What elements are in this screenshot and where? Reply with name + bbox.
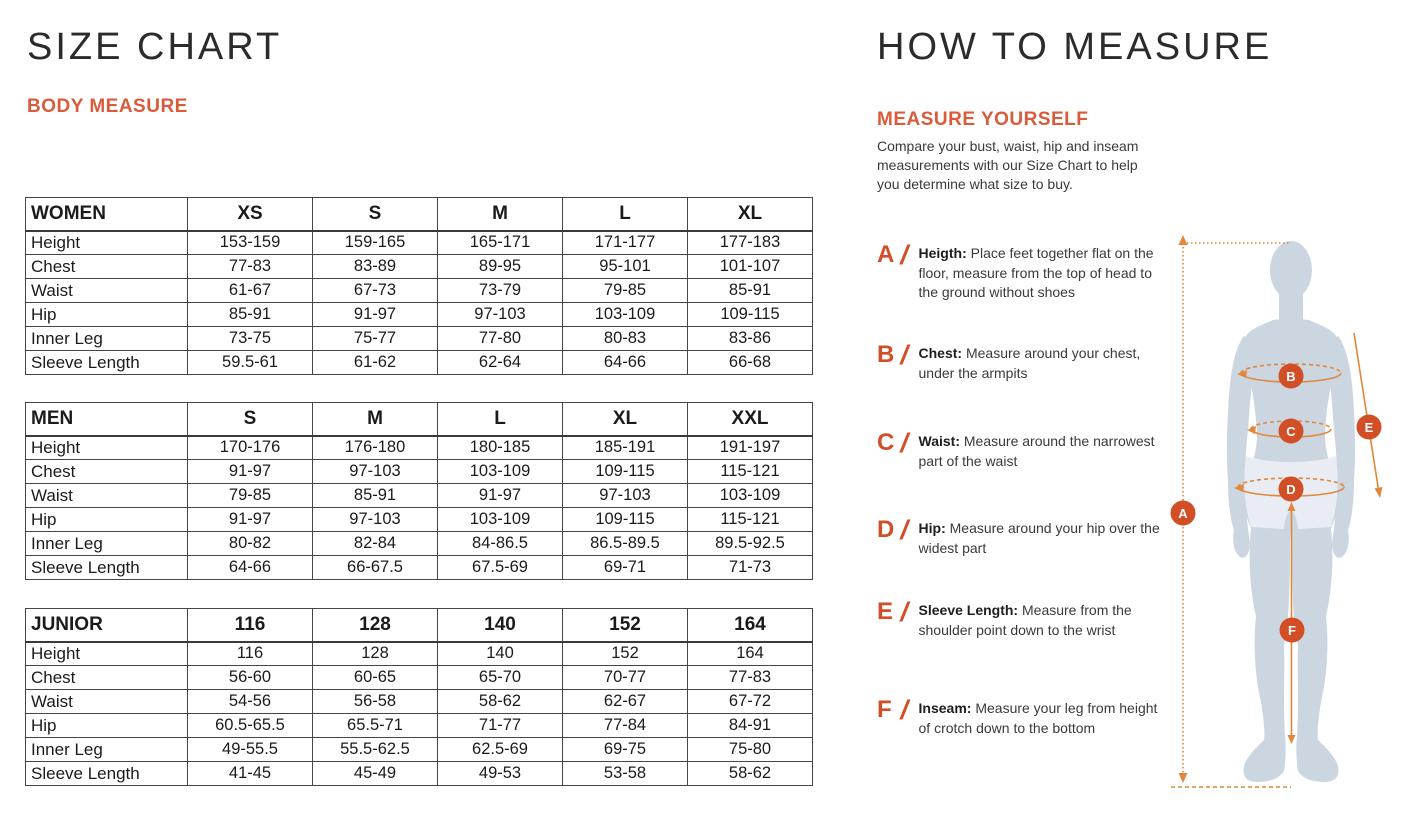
marker-d-label: D [1286, 482, 1296, 497]
size-chart-title: SIZE CHART [27, 26, 283, 68]
size-value-cell: 153-159 [188, 231, 313, 255]
size-value-cell: 109-115 [563, 508, 688, 532]
size-value-cell: 116 [188, 642, 313, 666]
size-column-header: L [438, 403, 563, 436]
size-value-cell: 66-68 [688, 351, 813, 375]
table-row [26, 762, 813, 786]
table-row [26, 714, 813, 738]
size-value-cell: 91-97 [188, 508, 313, 532]
size-value-cell: 85-91 [688, 279, 813, 303]
step-letter-a: A [877, 241, 895, 268]
step-description: Measure around your hip over the widest part [918, 520, 1160, 556]
table-row [26, 690, 813, 714]
step-description: Measure your leg from height of crotch down to the bottom [918, 700, 1158, 736]
size-value-cell: 62.5-69 [438, 738, 563, 762]
step-term: Sleeve Length: [918, 602, 1019, 618]
row-label: Chest [26, 666, 188, 690]
size-value-cell: 58-62 [688, 762, 813, 786]
size-value-cell: 95-101 [563, 255, 688, 279]
size-value-cell: 165-171 [438, 231, 563, 255]
row-label: Waist [26, 279, 188, 303]
size-column-header: XL [563, 403, 688, 436]
size-value-cell: 49-55.5 [188, 738, 313, 762]
size-table [25, 402, 813, 580]
size-value-cell: 75-77 [313, 327, 438, 351]
size-column-header: S [313, 198, 438, 231]
row-label: Height [26, 642, 188, 666]
size-value-cell: 45-49 [313, 762, 438, 786]
size-value-cell: 62-67 [563, 690, 688, 714]
size-value-cell: 103-109 [688, 484, 813, 508]
measure-intro-text: Compare your bust, waist, hip and inseam measurements with our Size Chart to help you determine what size to buy. [877, 138, 1139, 192]
size-value-cell: 79-85 [563, 279, 688, 303]
size-value-cell: 41-45 [188, 762, 313, 786]
size-value-cell: 67-72 [688, 690, 813, 714]
size-value-cell: 91-97 [188, 460, 313, 484]
step-letter-d: D [877, 516, 895, 543]
row-label: Hip [26, 714, 188, 738]
body-measure-figure [1158, 230, 1410, 810]
size-value-cell: 109-115 [688, 303, 813, 327]
step-slash-icon: / [897, 695, 912, 725]
table-row [26, 303, 813, 327]
size-value-cell: 176-180 [313, 436, 438, 460]
size-value-cell: 67.5-69 [438, 556, 563, 580]
table-row [26, 666, 813, 690]
row-label: Hip [26, 508, 188, 532]
size-value-cell: 54-56 [188, 690, 313, 714]
table-row [26, 436, 813, 460]
size-value-cell: 80-83 [563, 327, 688, 351]
measure-step-waist [877, 428, 1177, 471]
size-value-cell: 82-84 [313, 532, 438, 556]
size-value-cell: 97-103 [438, 303, 563, 327]
size-table [25, 197, 813, 375]
row-label: Height [26, 436, 188, 460]
marker-b-label: B [1286, 369, 1296, 384]
size-value-cell: 97-103 [313, 460, 438, 484]
step-term: Chest: [918, 345, 963, 361]
size-value-cell: 62-64 [438, 351, 563, 375]
table-row [26, 231, 813, 255]
size-value-cell: 83-89 [313, 255, 438, 279]
size-value-cell: 85-91 [188, 303, 313, 327]
size-value-cell: 79-85 [188, 484, 313, 508]
size-column-header: XXL [688, 403, 813, 436]
size-value-cell: 67-73 [313, 279, 438, 303]
table-row [26, 556, 813, 580]
table-group-header: JUNIOR [26, 609, 188, 642]
row-label: Chest [26, 460, 188, 484]
size-column-header: M [313, 403, 438, 436]
measure-step-height [877, 240, 1177, 303]
size-value-cell: 97-103 [313, 508, 438, 532]
marker-a-label: A [1178, 506, 1188, 521]
marker-f-label: F [1288, 623, 1296, 638]
step-term: Waist: [918, 433, 960, 449]
size-value-cell: 171-177 [563, 231, 688, 255]
step-letter-c: C [877, 429, 895, 456]
table-row [26, 460, 813, 484]
size-value-cell: 109-115 [563, 460, 688, 484]
step-letter-f: F [877, 696, 892, 723]
how-to-measure-title: HOW TO MEASURE [877, 26, 1273, 68]
size-value-cell: 69-75 [563, 738, 688, 762]
size-value-cell: 56-58 [313, 690, 438, 714]
table-row [26, 484, 813, 508]
measure-step-inseam [877, 695, 1177, 738]
step-description: Place feet together flat on the floor, measure from the top of head to the ground without shoes [918, 245, 1154, 300]
size-value-cell: 86.5-89.5 [563, 532, 688, 556]
size-value-cell: 69-71 [563, 556, 688, 580]
table-row [26, 255, 813, 279]
step-term: Heigth: [918, 245, 967, 261]
size-table [25, 608, 813, 786]
size-column-header: S [188, 403, 313, 436]
step-slash-icon: / [897, 597, 912, 627]
size-value-cell: 64-66 [188, 556, 313, 580]
junior-size-table [25, 608, 813, 786]
marker-c-label: C [1286, 424, 1296, 439]
row-label: Inner Leg [26, 532, 188, 556]
step-term: Hip: [918, 520, 946, 536]
row-label: Hip [26, 303, 188, 327]
size-value-cell: 177-183 [688, 231, 813, 255]
table-group-header: MEN [26, 403, 188, 436]
row-label: Waist [26, 484, 188, 508]
size-value-cell: 164 [688, 642, 813, 666]
size-value-cell: 55.5-62.5 [313, 738, 438, 762]
size-value-cell: 71-77 [438, 714, 563, 738]
row-label: Sleeve Length [26, 762, 188, 786]
size-value-cell: 84-91 [688, 714, 813, 738]
marker-e-label: E [1364, 420, 1374, 435]
size-column-header: 152 [563, 609, 688, 642]
women-size-table [25, 197, 813, 375]
size-value-cell: 159-165 [313, 231, 438, 255]
table-row [26, 532, 813, 556]
size-column-header: M [438, 198, 563, 231]
size-value-cell: 56-60 [188, 666, 313, 690]
step-description: Measure from the shoulder point down to the wrist [918, 602, 1132, 638]
size-value-cell: 115-121 [688, 508, 813, 532]
measure-step-sleeve [877, 597, 1177, 640]
step-slash-icon: / [897, 515, 912, 545]
step-description: Measure around your chest, under the armpits [918, 345, 1141, 381]
size-value-cell: 71-73 [688, 556, 813, 580]
size-value-cell: 61-62 [313, 351, 438, 375]
size-value-cell: 65-70 [438, 666, 563, 690]
table-row [26, 327, 813, 351]
size-value-cell: 103-109 [438, 460, 563, 484]
row-label: Chest [26, 255, 188, 279]
size-value-cell: 59.5-61 [188, 351, 313, 375]
size-value-cell: 97-103 [563, 484, 688, 508]
table-row [26, 279, 813, 303]
size-value-cell: 73-79 [438, 279, 563, 303]
step-term: Inseam: [918, 700, 972, 716]
size-value-cell: 80-82 [188, 532, 313, 556]
size-value-cell: 70-77 [563, 666, 688, 690]
size-value-cell: 66-67.5 [313, 556, 438, 580]
sleeve-measure-line [1354, 333, 1379, 493]
table-group-header: WOMEN [26, 198, 188, 231]
size-value-cell: 89.5-92.5 [688, 532, 813, 556]
size-value-cell: 60.5-65.5 [188, 714, 313, 738]
size-column-header: XL [688, 198, 813, 231]
body-measure-subtitle: BODY MEASURE [27, 96, 188, 117]
size-column-header: 128 [313, 609, 438, 642]
measure-step-hip [877, 515, 1177, 558]
size-column-header: 116 [188, 609, 313, 642]
size-column-header: 140 [438, 609, 563, 642]
size-value-cell: 77-80 [438, 327, 563, 351]
size-value-cell: 140 [438, 642, 563, 666]
size-value-cell: 77-84 [563, 714, 688, 738]
size-value-cell: 89-95 [438, 255, 563, 279]
size-value-cell: 77-83 [188, 255, 313, 279]
table-row [26, 738, 813, 762]
row-label: Waist [26, 690, 188, 714]
size-value-cell: 91-97 [313, 303, 438, 327]
step-description: Measure around the narrowest part of the waist [918, 433, 1155, 469]
size-value-cell: 185-191 [563, 436, 688, 460]
row-label: Inner Leg [26, 738, 188, 762]
measure-yourself-subtitle: MEASURE YOURSELF [877, 109, 1089, 130]
size-value-cell: 77-83 [688, 666, 813, 690]
size-value-cell: 103-109 [563, 303, 688, 327]
size-value-cell: 180-185 [438, 436, 563, 460]
size-value-cell: 103-109 [438, 508, 563, 532]
size-value-cell: 65.5-71 [313, 714, 438, 738]
table-row [26, 351, 813, 375]
step-slash-icon: / [897, 340, 912, 370]
size-value-cell: 60-65 [313, 666, 438, 690]
size-value-cell: 75-80 [688, 738, 813, 762]
size-value-cell: 53-58 [563, 762, 688, 786]
size-value-cell: 128 [313, 642, 438, 666]
size-value-cell: 115-121 [688, 460, 813, 484]
step-letter-e: E [877, 598, 894, 625]
size-value-cell: 64-66 [563, 351, 688, 375]
size-value-cell: 84-86.5 [438, 532, 563, 556]
size-column-header: L [563, 198, 688, 231]
size-value-cell: 58-62 [438, 690, 563, 714]
size-column-header: 164 [688, 609, 813, 642]
size-value-cell: 101-107 [688, 255, 813, 279]
size-value-cell: 170-176 [188, 436, 313, 460]
row-label: Sleeve Length [26, 351, 188, 375]
size-value-cell: 49-53 [438, 762, 563, 786]
size-value-cell: 152 [563, 642, 688, 666]
table-row [26, 642, 813, 666]
row-label: Sleeve Length [26, 556, 188, 580]
size-value-cell: 191-197 [688, 436, 813, 460]
size-value-cell: 91-97 [438, 484, 563, 508]
men-size-table [25, 402, 813, 580]
table-row [26, 508, 813, 532]
size-value-cell: 83-86 [688, 327, 813, 351]
row-label: Height [26, 231, 188, 255]
step-letter-b: B [877, 341, 895, 368]
row-label: Inner Leg [26, 327, 188, 351]
measure-step-chest [877, 340, 1177, 383]
step-slash-icon: / [897, 240, 912, 270]
size-value-cell: 61-67 [188, 279, 313, 303]
size-value-cell: 73-75 [188, 327, 313, 351]
step-slash-icon: / [897, 428, 912, 458]
size-column-header: XS [188, 198, 313, 231]
size-value-cell: 85-91 [313, 484, 438, 508]
